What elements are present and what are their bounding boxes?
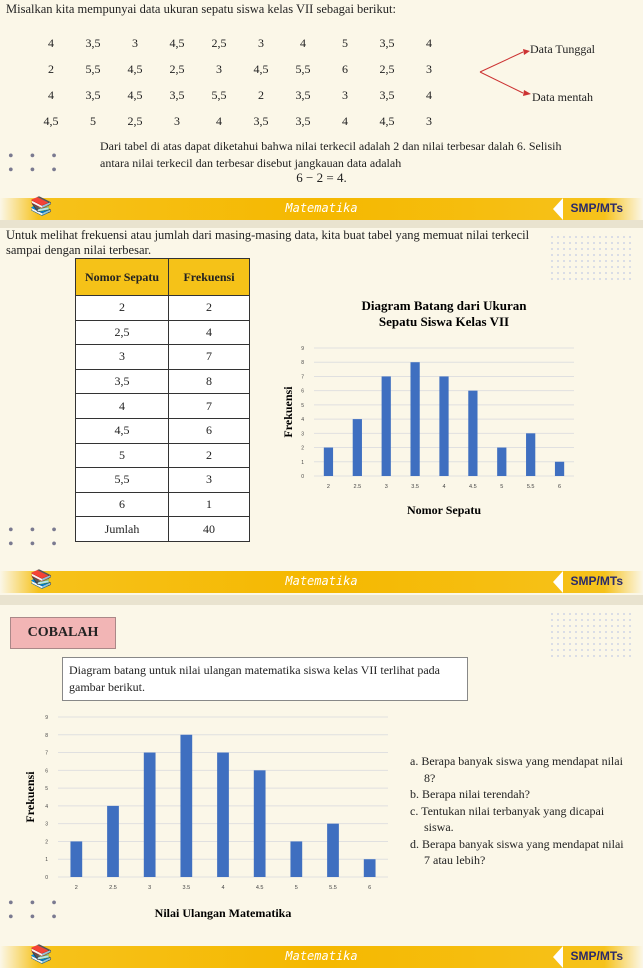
raw-cell: 5 [90, 113, 96, 128]
footer-subject-2: Matematika [285, 574, 358, 588]
raw-row [30, 56, 450, 82]
col-header-frekuensi: Frekuensi [169, 259, 250, 296]
footer-tag: SMP/MTs [570, 201, 623, 215]
exam-score-bar-chart [18, 707, 398, 927]
raw-cell: 4,5 [379, 113, 395, 128]
total-value: 40 [169, 517, 250, 542]
label-data-mentah: Data mentah [532, 90, 593, 104]
raw-cell: 2 [48, 61, 54, 76]
y-tick-label: 1 [45, 857, 48, 864]
shoe-size-cell: 5,5 [76, 468, 169, 493]
intro-text-2: Untuk melihat frekuensi atau jumlah dari masing-masing data, kita buat tabel yang memuat nilai terkecil sampai dengan nilai terbesar. [6, 228, 530, 257]
raw-cell: 3,5 [379, 87, 395, 102]
shoe-size-cell: 6 [76, 492, 169, 517]
y-tick-label: 9 [45, 715, 48, 721]
raw-cell: 3 [216, 61, 222, 76]
shoe-size-cell: 3,5 [76, 369, 169, 394]
raw-cell: 3 [426, 61, 432, 76]
y-tick-label: 6 [45, 768, 48, 775]
raw-cell: 4 [300, 35, 306, 50]
raw-cell: 3,5 [379, 35, 395, 50]
y-tick-label: 8 [45, 732, 48, 739]
x-tick-label: 2 [326, 484, 330, 490]
raw-row [30, 30, 450, 56]
bar [555, 462, 564, 476]
x-tick-label: 4 [442, 484, 446, 490]
bar [107, 806, 119, 877]
footer-tag-3: SMP/MTs [570, 949, 623, 963]
raw-cell: 4 [48, 87, 54, 102]
cobalah-title: COBALAH [10, 617, 116, 649]
x-tick-label: 3.5 [182, 885, 191, 891]
bar [324, 448, 333, 476]
shoe-size-bar-chart [262, 288, 592, 528]
y-tick-label: 5 [45, 786, 48, 793]
frequency-cell: 2 [169, 443, 250, 468]
exercise-description: Diagram batang untuk nilai ulangan matematika siswa kelas VII terlihat pada gambar berikut. [62, 657, 468, 701]
frequency-cell: 3 [169, 468, 250, 493]
y-tick-label: 2 [301, 445, 304, 452]
y-tick-label: 7 [301, 374, 304, 381]
raw-cell: 2,5 [169, 61, 185, 76]
raw-cell: 3,5 [253, 113, 269, 128]
raw-cell: 4,5 [253, 61, 269, 76]
raw-cell: 2,5 [379, 61, 395, 76]
frequency-cell: 7 [169, 394, 250, 419]
x-axis-label: Nilai Ulangan Matematika [154, 906, 292, 920]
question-list [410, 753, 630, 869]
raw-cell: 2 [258, 87, 264, 102]
x-tick-label: 6 [368, 885, 372, 891]
bar [254, 770, 266, 877]
raw-cell: 3,5 [85, 87, 101, 102]
x-axis-label: Nomor Sepatu [406, 503, 482, 517]
bracket-arrows [478, 48, 538, 98]
raw-cell: 3 [426, 113, 432, 128]
y-tick-label: 9 [301, 346, 304, 352]
footer-bar-3 [0, 946, 643, 968]
book-icon-3: 📚 [30, 944, 53, 964]
bar [290, 841, 302, 877]
raw-cell: 6 [342, 61, 348, 76]
x-tick-label: 2.5 [353, 484, 362, 490]
decor-dots-3: • • • • • • [8, 895, 63, 926]
question-item: d. Berapa banyak siswa yang mendapat nilai 7 atau lebih? [410, 836, 624, 867]
raw-cell: 3 [258, 35, 264, 50]
x-tick-label: 3.5 [411, 484, 419, 490]
raw-cell: 3 [174, 113, 180, 128]
x-tick-label: 4.5 [469, 484, 477, 490]
bar [439, 376, 448, 476]
raw-cell: 4,5 [127, 87, 143, 102]
raw-row [30, 108, 450, 134]
bar [327, 824, 339, 877]
footer-bar-2 [0, 571, 643, 593]
divider [0, 220, 643, 228]
y-tick-label: 1 [301, 459, 304, 466]
y-tick-label: 4 [45, 803, 48, 810]
range-note-text: Dari tabel di atas dapat diketahui bahwa nilai terkecil adalah 2 dan nilai terbesar dalah 6. Selisih antara nilai terkecil dan terbesar disebut jangkauan data adalah [100, 139, 562, 170]
bar [526, 433, 535, 476]
x-tick-label: 6 [558, 484, 562, 490]
raw-cell: 4,5 [169, 35, 185, 50]
table-row [76, 296, 250, 321]
raw-cell: 3,5 [295, 87, 311, 102]
raw-cell: 4 [48, 35, 54, 50]
frequency-cell: 8 [169, 369, 250, 394]
x-tick-label: 5 [500, 484, 504, 490]
question-item: c. Tentukan nilai terbanyak yang dicapai siswa. [410, 803, 605, 834]
raw-cell: 5,5 [295, 61, 311, 76]
intro-text: Misalkan kita mempunyai data ukuran sepatu siswa kelas VII sebagai berikut: [6, 2, 396, 16]
frequency-cell: 4 [169, 320, 250, 345]
chart-title: Diagram Batang dari Ukuran [361, 298, 527, 313]
x-tick-label: 5.5 [329, 885, 337, 891]
shoe-size-cell: 5 [76, 443, 169, 468]
divider-2 [0, 595, 643, 605]
raw-cell: 4,5 [127, 61, 143, 76]
x-tick-label: 3 [384, 484, 388, 490]
x-tick-label: 3 [148, 885, 152, 891]
raw-cell: 4 [216, 113, 222, 128]
book-icon-2: 📚 [30, 569, 53, 589]
x-tick-label: 2 [74, 885, 78, 891]
bar [410, 362, 419, 476]
raw-cell: 4 [426, 35, 432, 50]
bar [497, 448, 506, 476]
footer-subject-3: Matematika [285, 949, 358, 963]
y-tick-label: 3 [45, 821, 48, 828]
frequency-cell: 2 [169, 296, 250, 321]
bar [468, 391, 477, 476]
slide-2 [0, 228, 643, 595]
decor-dots-2: • • • • • • [8, 522, 63, 553]
shoe-size-cell: 4 [76, 394, 169, 419]
table-row [76, 418, 250, 443]
bar [353, 419, 362, 476]
raw-cell: 3 [342, 87, 348, 102]
label-data-tunggal: Data Tunggal [530, 42, 596, 56]
bar [180, 735, 192, 877]
shoe-size-cell: 2 [76, 296, 169, 321]
slide-1 [0, 0, 643, 220]
decor-dots: • • • • • • [8, 148, 63, 179]
x-tick-label: 5 [294, 885, 298, 891]
x-tick-label: 4.5 [255, 885, 264, 891]
chart-title: Sepatu Siswa Kelas VII [378, 314, 510, 329]
frequency-table [75, 258, 250, 542]
raw-cell: 5,5 [211, 87, 227, 102]
table-row [76, 345, 250, 370]
range-note [100, 138, 570, 172]
raw-cell: 4,5 [43, 113, 59, 128]
shoe-size-cell: 3 [76, 345, 169, 370]
y-tick-label: 3 [301, 431, 304, 438]
raw-cell: 4 [426, 87, 432, 102]
bar [364, 859, 376, 877]
y-tick-label: 7 [45, 750, 48, 757]
y-tick-label: 0 [45, 875, 48, 881]
range-formula: 6 − 2 = 4. [296, 170, 347, 185]
y-tick-label: 4 [301, 417, 304, 424]
bar [217, 753, 229, 877]
footer-subject: Matematika [285, 201, 358, 215]
bar [144, 753, 156, 877]
raw-cell: 2,5 [211, 35, 227, 50]
bar [70, 841, 82, 877]
y-tick-label: 8 [301, 360, 304, 367]
y-tick-label: 6 [301, 388, 304, 395]
raw-data-table [30, 30, 450, 134]
shoe-size-cell: 2,5 [76, 320, 169, 345]
book-icon: 📚 [30, 196, 53, 216]
raw-cell: 2,5 [127, 113, 143, 128]
raw-cell: 3 [132, 35, 138, 50]
table-row [76, 394, 250, 419]
y-tick-label: 5 [301, 402, 304, 409]
bar [382, 376, 391, 476]
question-item: a. Berapa banyak siswa yang mendapat nilai 8? [410, 754, 623, 785]
decor-grid-dots [549, 234, 635, 284]
table-row [76, 369, 250, 394]
shoe-size-cell: 4,5 [76, 418, 169, 443]
raw-cell: 3,5 [169, 87, 185, 102]
raw-cell: 4 [342, 113, 348, 128]
raw-row [30, 82, 450, 108]
frequency-cell: 1 [169, 492, 250, 517]
question-item: b. Berapa nilai terendah? [410, 787, 530, 801]
raw-cell: 3,5 [295, 113, 311, 128]
footer-tag-2: SMP/MTs [570, 574, 623, 588]
table-row [76, 320, 250, 345]
raw-cell: 5 [342, 35, 348, 50]
y-tick-label: 0 [301, 474, 304, 480]
y-axis-label: Frekuensi [281, 386, 295, 438]
x-tick-label: 2.5 [109, 885, 117, 891]
total-label: Jumlah [76, 517, 169, 542]
table-row [76, 443, 250, 468]
col-header-nomor: Nomor Sepatu [76, 259, 169, 296]
frequency-cell: 7 [169, 345, 250, 370]
x-tick-label: 5.5 [526, 484, 535, 490]
y-tick-label: 2 [45, 839, 48, 846]
footer-bar [0, 198, 643, 220]
decor-grid-dots-2 [549, 611, 635, 661]
table-row [76, 492, 250, 517]
raw-cell: 5,5 [85, 61, 101, 76]
x-tick-label: 4 [221, 885, 225, 891]
raw-cell: 3,5 [85, 35, 101, 50]
slide-3 [0, 605, 643, 968]
frequency-cell: 6 [169, 418, 250, 443]
y-axis-label: Frekuensi [23, 771, 37, 823]
table-row [76, 468, 250, 493]
